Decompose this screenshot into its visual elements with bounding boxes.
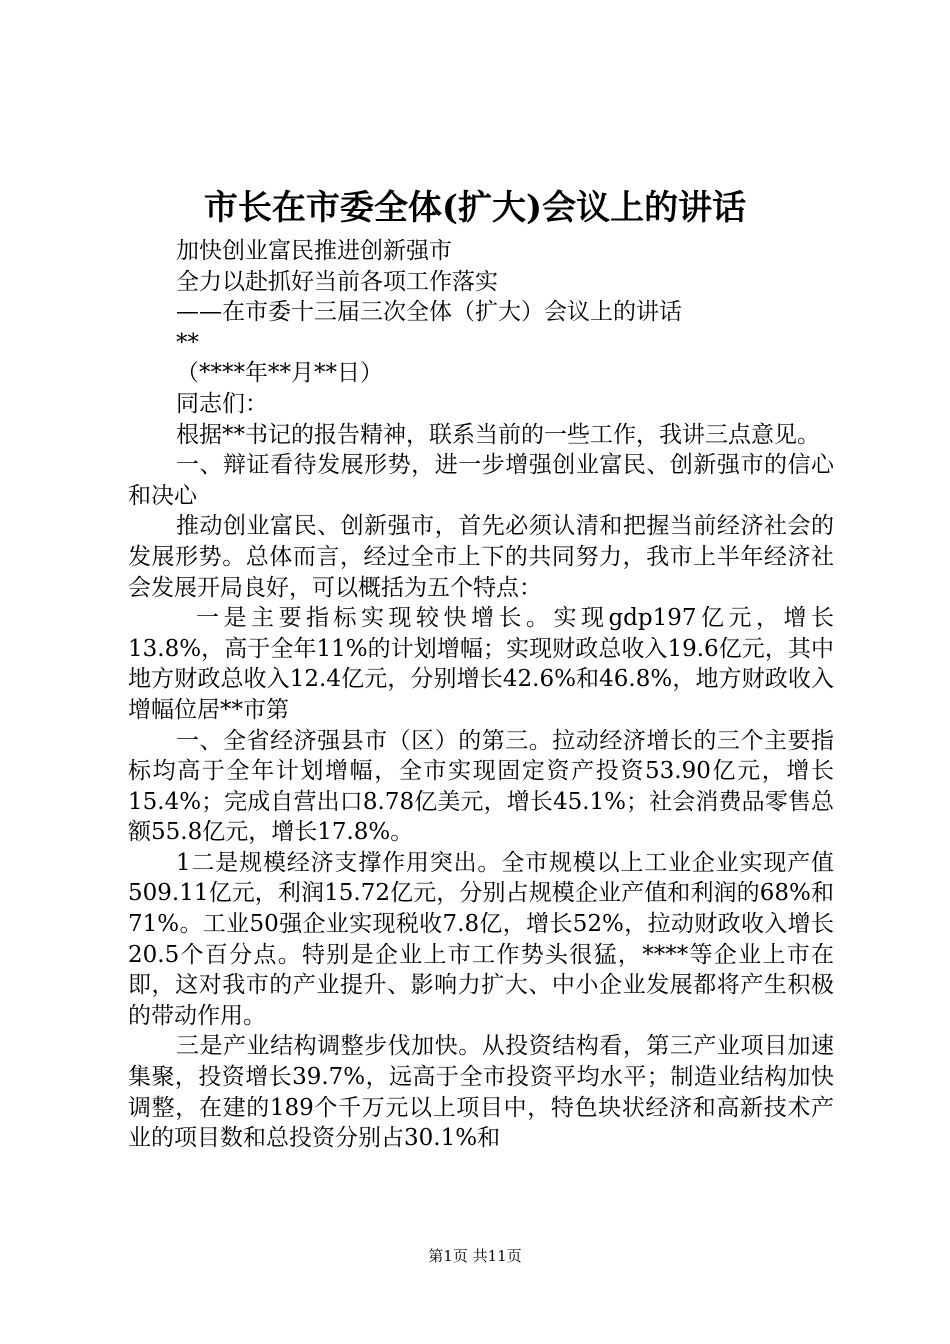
document-body	[128, 236, 834, 1154]
speaker-name: **	[176, 329, 199, 356]
document-title: 市长在市委全体(扩大)会议上的讲话	[203, 188, 747, 228]
body-paragraph: 推动创业富民、创新强市，首先必须认清和把握当前经济社会的发展形势。总体而言，经过全市上下的共同努力，我市上半年经济社会发展开局良好，可以概括为五个特点：	[128, 513, 834, 601]
body-paragraph: 一、全省经济强县市（区）的第三。拉动经济增长的三个主要指标均高于全年计划增幅，全市实现固定资产投资53.90亿元，增长15.4%；完成自营出口8.78亿美元，增长45.1%；社会消费品零售总额55.8亿元，增长17.8%。	[128, 727, 834, 846]
page-footer: 第1页 共11页	[428, 1247, 522, 1265]
section-heading: 一、辩证看待发展形势，进一步增强创业富民、创新强市的信心和决心	[128, 452, 834, 509]
body-paragraph: 1二是规模经济支撑作用突出。全市规模以上工业企业实现产值509.11亿元，利润15.72亿元，分别占规模企业产值和利润的68%和71%。工业50强企业实现税收7.8亿，增长52%，拉动财政收入增长20.5个百分点。特别是企业上市工作势头很猛，****等企业上市在即，这对我市的产业提升、影响力扩大、中小企业发展都将产生积极的带动作用。	[128, 849, 834, 1029]
body-paragraph: 一是主要指标实现较快增长。实现gdp197亿元，增长13.8%，高于全年11%的计划增幅；实现财政总收入19.6亿元，其中地方财政总收入12.4亿元，分别增长42.6%和46.8%，地方财政收入增幅位居**市第	[128, 605, 834, 723]
body-paragraph: 三是产业结构调整步伐加快。从投资结构看，第三产业项目加速集聚，投资增长39.7%，远高于全市投资平均水平；制造业结构加快调整，在建的189个千万元以上项目中，特色块状经济和高新技术产业的项目数和总投资分别占30.1%和	[128, 1033, 834, 1152]
salutation: 同志们：	[176, 390, 268, 417]
subtitle-line: 全力以赴抓好当前各项工作落实	[176, 268, 498, 295]
subtitle-line: ——在市委十三届三次全体（扩大）会议上的讲话	[176, 299, 682, 326]
body-paragraph: 根据**书记的报告精神，联系当前的一些工作，我讲三点意见。	[176, 421, 820, 448]
subtitle-line: 加快创业富民推进创新强市	[176, 238, 452, 264]
speech-date: （****年**月**日）	[176, 360, 383, 387]
